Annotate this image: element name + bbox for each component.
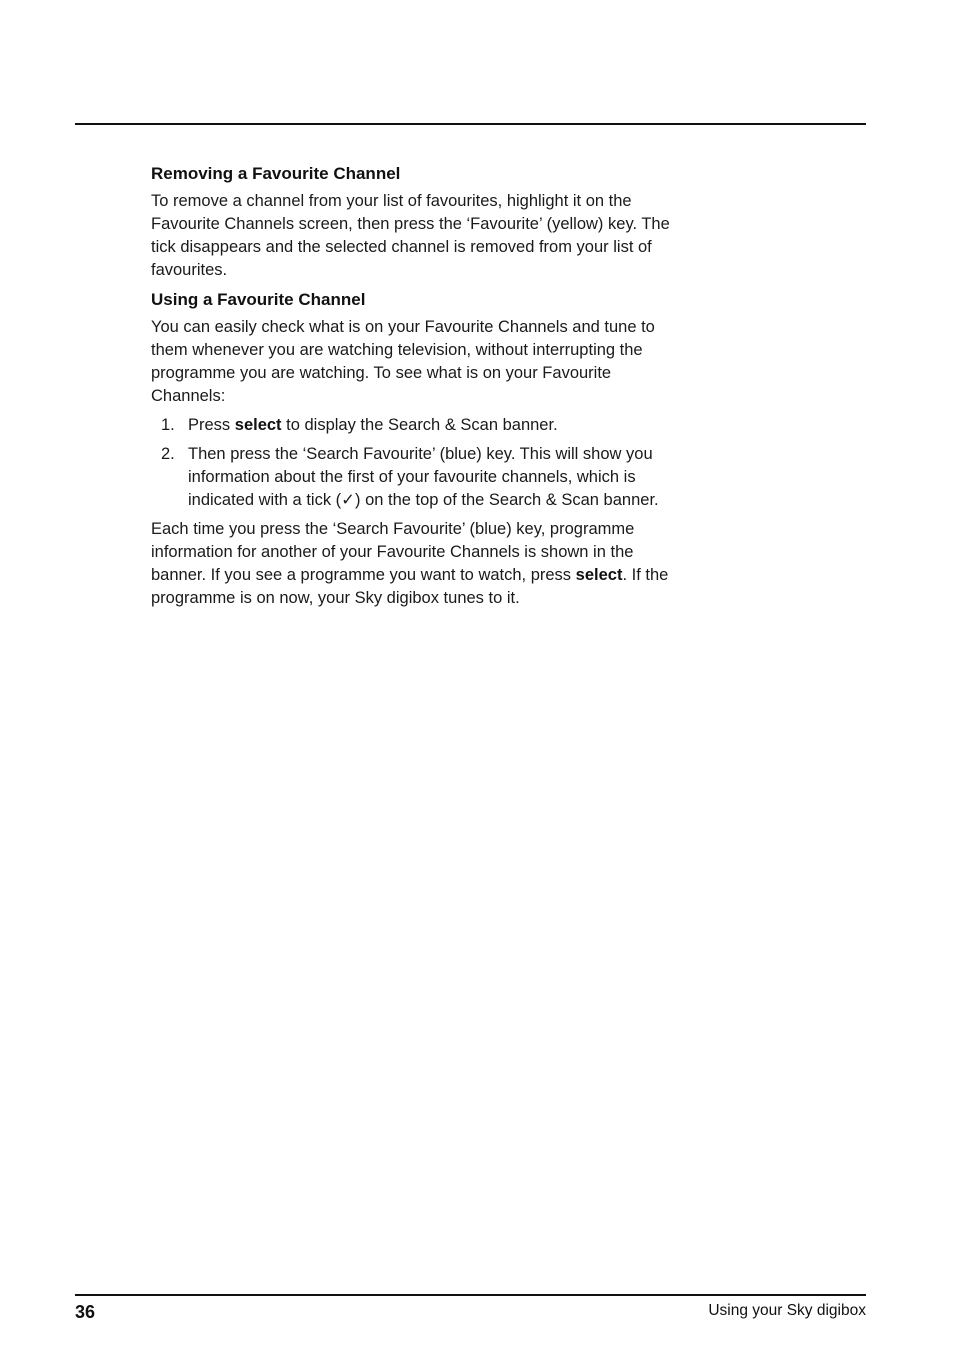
list-item [151, 443, 681, 512]
footer-title: Using your Sky digibox [708, 1302, 866, 1319]
section-heading-removing: Removing a Favourite Channel [151, 164, 401, 183]
step-text: ) on the top of the Search & Scan banner. [354, 491, 659, 509]
closing-paragraph [151, 518, 681, 610]
step-text: to display the Search & Scan banner. [281, 416, 558, 434]
using-intro-paragraph: You can easily check what is on your Favourite Channels and tune to them whenever you are watching television, without interrupting the programme you are watching. To see what is on your Favourite Channels: [151, 318, 655, 405]
header-rule [75, 123, 866, 125]
footer-rule [75, 1294, 866, 1296]
page-number: 36 [75, 1302, 96, 1322]
steps-list [151, 414, 681, 512]
closing-text: . If the programme is on now, your Sky digibox tunes to it. [151, 566, 669, 607]
step-number: 1. [161, 416, 175, 434]
section-heading-using: Using a Favourite Channel [151, 290, 366, 309]
closing-text: Each time you press the ‘Search Favourite’ (blue) key, programme information for another of your Favourite Channels is shown in the banner. If you see a programme you want to watch, press [151, 520, 635, 584]
tick-icon: ✓ [341, 491, 355, 509]
removing-paragraph: To remove a channel from your list of favourites, highlight it on the Favourite Channels screen, then press the ‘Favourite’ (yellow) key. The tick disappears and the selected channel is removed from your list of favourites. [151, 192, 670, 279]
select-key-label: select [575, 566, 623, 584]
step-number: 2. [161, 445, 175, 463]
step-text: Then press the ‘Search Favourite’ (blue) key. This will show you information about the first of your favourite channels, which is indicated with a tick ( [188, 445, 653, 509]
step-text: Press [188, 416, 235, 434]
select-key-label: select [234, 416, 282, 434]
page-content [151, 162, 681, 618]
list-item [151, 414, 681, 437]
